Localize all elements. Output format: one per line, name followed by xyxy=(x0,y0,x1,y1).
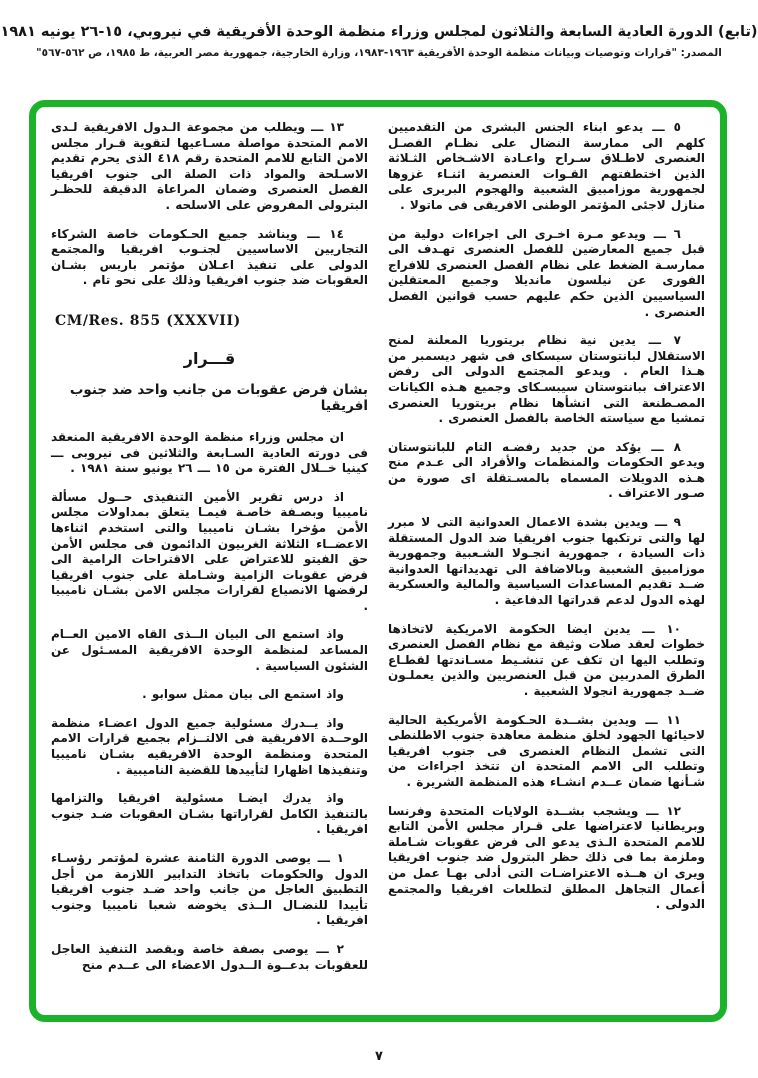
page-number: ٧ xyxy=(375,1049,383,1064)
paragraph-item-12: ١٢ ـــ ويشجب بشــدة الولايات المتحدة وفرنسا وبريطانيا لاعتراضها على قـرار مجلس الأمن التابع للامم المتحدة الـذى يدعو الى فرض عقوبات شـاملة وملزمة بما فى ذلك حظر البترول ضد جنوب افريقيا ويرى ان هــذه الاعتراضـات التى أدلى بهـا عمل من أعمال التجاهل المطلق لتطلعات افريقيا والمجتمع الدولى . xyxy=(388,803,705,912)
paragraph-item-9: ٩ ـــ ويدين بشدة الاعمال العدوانية التى لا مبرر لها والتى ترتكبها جنوب افريقيا ضد الدول المستقلة ذات السيادة ، جمهورية انجـولا الشـعبية وجمهورية موزامبيق الشعبية وبالاضافة الى تهديداتها العدوانية ضــد تقديم المساعدات السياسية والمالية والعسكرية لهذه الدول لدعم قدراتها الدفاعية . xyxy=(388,515,705,608)
paragraph-item-11: ١١ ـــ ويدين بشــدة الحـكومة الأمريكية الحالية لاحيائها الجهود لخلق منظمة معاهدة جنوب الاطلنطى التى تشمل النظام العنصرى فى جنوب افريقيا وتطلب الى الامم المتحدة ان تتخذ اجراءات من شـأنها ضمان عــدم انشـاء هذه المنظمة الشريرة . xyxy=(388,712,705,789)
green-border-frame xyxy=(29,100,727,1022)
source-citation: المصدر: "قرارات وتوصيات وبيانات منظمة الوحدة الأفريقية ١٩٦٣-١٩٨٣، وزارة الخارجية، جمهورية مصر العربية، ط ١٩٨٥، ص ٥٦٢-٥٦٧" xyxy=(36,47,722,59)
resolution-preamble-6: واذ يدرك ايضـا مسئولية افريقيا والتزامها بالتنفيذ الكامل لقراراتها بشـان العقوبات ضـد جنوب افريقيا . xyxy=(51,791,368,837)
paragraph-item-5: ٥ ـــ يدعو ابناء الجنس البشرى من التقدميين كلهم الى ممارسة النضال على نظـام الفصـل العنصرى لاطـلاق سـراح واعـادة الاشـخاص الثـلاثة الذين اختطفتهم القـوات العنصرية اثنـاء غزوها لجمهورية موزامبيق الشعبية والهجوم البربرى على منازل لاجئى المؤتمر الوطنى الافريقى فى ماتولا . xyxy=(388,120,705,212)
resolution-preamble-3: واذ استمع الى البيان الــذى القاه الامين العــام المساعد لمنظمة الوحدة الافريقية المسـئول عن الشئون السياسية . xyxy=(51,627,368,673)
resolution-heading: قـــرار xyxy=(183,348,236,368)
resolution-preamble-1: ان مجلس وزراء منظمة الوحدة الافريقية المنعقد فى دورته العادية السـابعة والثلاثين فى نيروبى ـــ كينيا خــلال الفترة من ١٥ ـــ ٢٦ يونيو سنة ١٩٨١ . xyxy=(51,429,368,476)
paragraph-item-10: ١٠ ـــ يدين ايضا الحكومة الامريكية لاتخاذها خطوات لعقد صلات وثيقة مع نظام الفصل العنصرى وتطلب اليها ان تكف عن تنشـيط مسـاندتها لقطـاع الطرق المدربين من قبل العنصريين والذين يعملـون ضــد جمهورية انجولا الشعبية . xyxy=(388,621,705,698)
column-right xyxy=(388,120,705,1007)
paragraph-item-13: ١٣ ـــ ويطلب من مجموعة الـدول الافريقية لـدى الامم المتحدة مواصلة مسـاعيها لتقوية قـرار مجلس الامن التابع للامم المتحدة رقم ٤١٨ الذى يحرم تقديم الاسـلحة والمواد ذات الصلة الى جنوب افريقيا الفصل العنصرى وضمان المراعاة الدقيقة للحظـر البترولى المفروض على الاسلحه . xyxy=(51,120,368,212)
paragraph-item-14: ١٤ ـــ ويناشد جميع الحـكومات خاصة الشركاء التجاريين الاساسيين لجنـوب افريقيا والمجتمع الدولى على تنفيذ اعـلان مؤتمر باريس بشـان العقوبات ضد جنوب افريقيا وذلك على نحو تام . xyxy=(51,226,368,288)
resolution-preamble-2: اذ درس تقرير الأمين التنفيذى حــول مسألة ناميبيا وبصـفة خاصـة فيمـا يتعلق بمداولات مجلس الأمن مؤخرا بشـان ناميبيا والتى استخدم اثناءها الاعضــاء الثلاثة الغربيون الدائمون فى مجلس الأمن حق الفيتو للاعتراض على الاقتراحات الرامية الى فرض عقوبات الزامية وشـاملة على جنوب افريقيا لرفضها الانصياع لقرارات مجلس الامن بشـان ناميبيا . xyxy=(51,489,368,613)
paragraph-item-6: ٦ ـــ ويدعو مـرة اخـرى الى اجراءات دولية من قبل جميع المعارضين للفصل العنصرى تهـدف الى ممارسـة الضغط على نظام الفصل العنصرى للافراج الفورى عن نيلسون مانديلا وجميع المعتقلين السياسيين الذين حكم عليهم حسب قوانين الفصل العنصرى . xyxy=(388,226,705,319)
resolution-subject: بشان فرض عقوبات من جانب واحد ضد جنوب افريقيا xyxy=(69,381,368,414)
session-title: (تابع) الدورة العادية السابعة والثلاثون لمجلس وزراء منظمة الوحدة الأفريقية في نيروبي، ١٥-٢٦ يونيه ١٩٨١ xyxy=(0,24,758,40)
resolution-operative-item-1: ١ ـــ يوصى الدورة الثامنة عشرة لمؤتمر رؤسـاء الدول والحكومات باتخاذ التدابير اللازمة من أجل التطبيق العاجل من جانب واحد ضـد جنوب افريقيا تأييدا للنضـال الــذى يخوضه شعبا ناميبيا وجنوب افريقيا . xyxy=(51,851,368,928)
resolution-preamble-4: واذ استمع الى بيان ممثل سوابو . xyxy=(142,687,344,702)
paragraph-item-8: ٨ ـــ يؤكد من جديد رفضـه التام للبانتوستان ويدعو الحكومات والمنظمات والأفراد الى عـدم منح هـذه الدويلات المسماه بالمسـتقلة اى صورة من صـور الاعتراف . xyxy=(388,439,705,501)
resolution-operative-item-2: ٢ ـــ يوصى بصفة خاصة وبقصد التنفيذ العاجل للعقوبات بدعــوة الــدول الاعضاء الى عــدم منح xyxy=(51,941,368,972)
page-header xyxy=(0,0,758,59)
resolution-preamble-5: واذ يــدرك مسئولية جميع الدول اعضـاء منظمة الوحــدة الافريقية فى الالتــزام بجميع قرارات الامم المتحدة ومنظمة الوحدة الافريقيه بشـان ناميبيا وتنفيذها اظهارا لتأييدها للقضية الناميبية . xyxy=(51,715,368,777)
resolution-reference-number: CM/Res. 855 (XXXVII) xyxy=(55,312,241,329)
column-left xyxy=(51,120,368,1007)
two-column-layout xyxy=(51,120,705,1007)
paragraph-item-7: ٧ ـــ يدين نية نظام بريتوريا المعلنة لمنح الاستقلال لبانتوستان سيسكاى فى شهر ديسمبر من هـذا العام . ويدعو المجتمع الدولى الى رفض الاعتراف ببانتوستان سيبسـكاى وجميع هـذه الكيانات المصـطنعة التى انشأها نظام بريتوريا العنصرى تمشيا مع سياسته الخاصة بالفصل العنصرى . xyxy=(388,333,705,426)
